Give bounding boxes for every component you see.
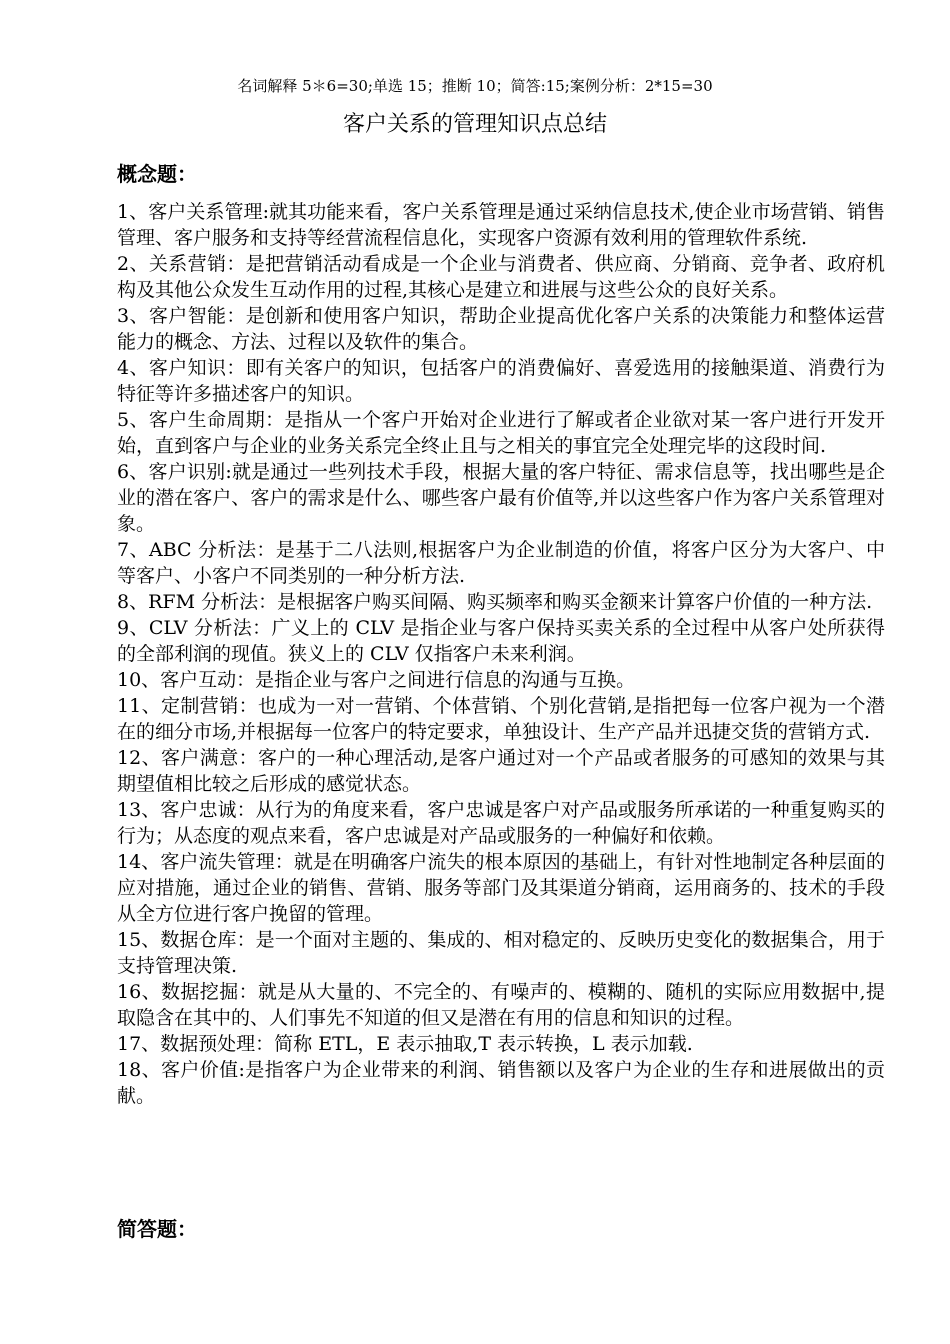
concept-item: 13、客户忠诚：从行为的角度来看，客户忠诚是客户对产品或服务所承诺的一种重复购买的行为；从态度的观点来看，客户忠诚是对产品或服务的一种偏好和依赖。 (117, 799, 885, 847)
section-heading-short-answer: 简答题： (117, 1217, 197, 1241)
concept-item: 16、数据挖掘：就是从大量的、不完全的、有噪声的、模糊的、随机的实际应用数据中,提取隐含在其中的、人们事先不知道的但又是潜在有用的信息和知识的过程。 (117, 981, 885, 1029)
concept-item: 3、客户智能：是创新和使用客户知识，帮助企业提高优化客户关系的决策能力和整体运营能力的概念、方法、过程以及软件的集合。 (117, 305, 885, 353)
concept-list (117, 199, 885, 1109)
concept-item: 7、ABC 分析法：是基于二八法则,根据客户为企业制造的价值，将客户区分为大客户、中等客户、小客户不同类别的一种分析方法. (117, 539, 885, 587)
concept-item: 6、客户识别:就是通过一些列技术手段，根据大量的客户特征、需求信息等，找出哪些是企业的潜在客户、客户的需求是什么、哪些客户最有价值等,并以这些客户作为客户关系管理对象。 (117, 461, 885, 535)
concept-item: 8、RFM 分析法：是根据客户购买间隔、购买频率和购买金额来计算客户价值的一种方法. (117, 591, 873, 613)
document-title: 客户关系的管理知识点总结 (342, 112, 607, 137)
concept-item: 11、定制营销：也成为一对一营销、个体营销、个别化营销,是指把每一位客户视为一个潜在的细分市场,并根据每一位客户的特定要求，单独设计、生产产品并迅捷交货的营销方式. (117, 695, 885, 743)
concept-item: 15、数据仓库：是一个面对主题的、集成的、相对稳定的、反映历史变化的数据集合，用于支持管理决策. (117, 929, 885, 977)
concept-item: 10、客户互动：是指企业与客户之间进行信息的沟通与互换。 (117, 669, 636, 691)
concept-item: 2、关系营销：是把营销活动看成是一个企业与消费者、供应商、分销商、竞争者、政府机构及其他公众发生互动作用的过程,其核心是建立和进展与这些公众的良好关系。 (117, 253, 885, 301)
section-heading-concepts: 概念题： (117, 162, 197, 186)
concept-item: 12、客户满意：客户的一种心理活动,是客户通过对一个产品或者服务的可感知的效果与其期望值相比较之后形成的感觉状态。 (117, 747, 885, 795)
concept-item: 18、客户价值:是指客户为企业带来的利润、销售额以及客户为企业的生存和进展做出的贡献。 (117, 1059, 885, 1107)
concept-item: 5、客户生命周期：是指从一个客户开始对企业进行了解或者企业欲对某一客户进行开发开始，直到客户与企业的业务关系完全终止且与之相关的事宜完全处理完毕的这段时间. (117, 409, 885, 457)
concept-item: 9、CLV 分析法：广义上的 CLV 是指企业与客户保持买卖关系的全过程中从客户处所获得的全部利润的现值。狭义上的 CLV 仅指客户未来利润。 (117, 617, 885, 665)
concept-item: 4、客户知识：即有关客户的知识，包括客户的消费偏好、喜爱选用的接触渠道、消费行为特征等许多描述客户的知识。 (117, 357, 885, 405)
concept-item: 14、客户流失管理：就是在明确客户流失的根本原因的基础上，有针对性地制定各种层面的应对措施，通过企业的销售、营销、服务等部门及其渠道分销商，运用商务的、技术的手段从全方位进行客户挽留的管理。 (117, 851, 885, 925)
exam-score-note: 名词解释 5＊6=30;单选 15；推断 10；简答:15;案例分析：2*15=30 (237, 77, 713, 95)
concept-item: 1、客户关系管理:就其功能来看，客户关系管理是通过采纳信息技术,使企业市场营销、销售管理、客户服务和支持等经营流程信息化，实现客户资源有效利用的管理软件系统. (117, 201, 885, 249)
concept-item: 17、数据预处理：简称 ETL，E 表示抽取,T 表示转换，L 表示加载. (117, 1033, 693, 1055)
